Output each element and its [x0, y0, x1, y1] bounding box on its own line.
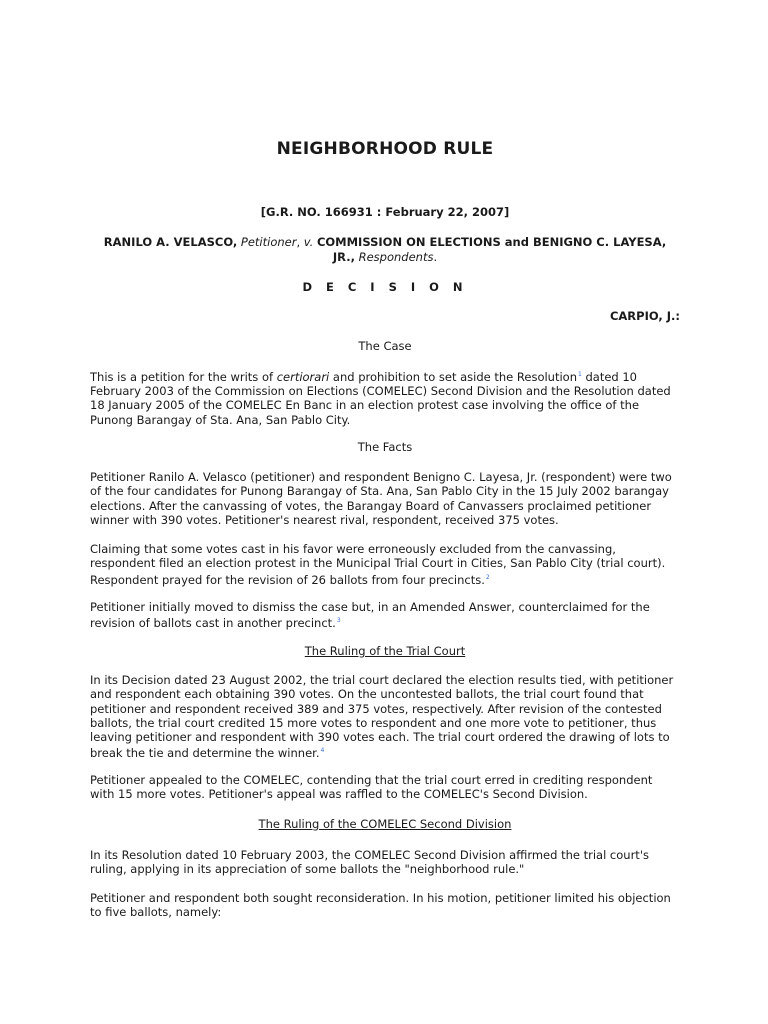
paragraph-8: Petitioner and respondent both sought reconsideration. In his motion, petitioner limited his objection to five ballots, namely:: [90, 891, 671, 920]
paragraph-7: In its Resolution dated 10 February 2003, the COMELEC Second Division affirmed the trial court's ruling, applying in its appreciation of some ballots the "neighborhood rule.": [90, 848, 649, 877]
ponente: CARPIO, J.:: [609, 309, 680, 323]
versus: v.: [303, 235, 314, 249]
section-heading-the-case: The Case: [358, 339, 412, 353]
section-heading-trial-court: The Ruling of the Trial Court: [304, 644, 466, 658]
paragraph-4: Petitioner initially moved to dismiss the case but, in an Amended Answer, counterclaimed for the revision of ballots cast in another precinct.$^3$: [90, 600, 650, 631]
footnote-link-2[interactable]: 2: [485, 573, 490, 581]
respondents-role: Respondents: [358, 250, 434, 264]
petitioner-role: Petitioner: [240, 235, 297, 249]
document-title: NEIGHBORHOOD RULE: [276, 139, 494, 159]
petitioner-name: RANILO A. VELASCO,: [103, 235, 238, 249]
paragraph-1: This is a petition for the writs of certiorari and prohibition to set aside the Resolution$^1$ dated 10 February 2003 of the Commission on Elections (COMELEC) Second Division and the Resolution dated 18 January 2005 of the COMELEC En Banc in an election protest case involving the office of the Punong Barangay of Sta. Ana, San Pablo City.: [90, 369, 671, 427]
paragraph-2: Petitioner Ranilo A. Velasco (petitioner) and respondent Benigno C. Layesa, Jr. (respondent) were two of the four candidates for Punong Barangay of Sta. Ana, San Pablo City in the 15 July 2002 barangay elections. After the canvassing of votes, the Barangay Board of Canvassers proclaimed petitioner winner with 390 votes. Petitioner's nearest rival, respondent, received 375 votes.: [90, 470, 672, 527]
footnote-link-4[interactable]: 4: [320, 747, 325, 755]
footnote-link-3[interactable]: 3: [336, 617, 341, 625]
paragraph-6: Petitioner appealed to the COMELEC, contending that the trial court erred in crediting respondent with 15 more votes. Petitioner's appeal was raffled to the COMELEC's Second Division.: [90, 773, 653, 802]
case-parties: RANILO A. VELASCO, Petitioner, v. COMMISSION ON ELECTIONS and BENIGNO C. LAYESA, JR., Respondents.: [103, 235, 667, 264]
paragraph-3: Claiming that some votes cast in his favor were erroneously excluded from the canvassing, respondent filed an election protest in the Municipal Trial Court in Cities, San Pablo City (trial court). Respondent prayed for the revision of 26 ballots from four precincts.$^2$: [90, 542, 666, 587]
decision-label: D E C I S I O N: [302, 280, 468, 294]
section-heading-the-facts: The Facts: [357, 440, 413, 454]
respondents-line1: COMMISSION ON ELECTIONS and BENIGNO C. LAYESA,: [316, 235, 667, 249]
paragraph-5: In its Decision dated 23 August 2002, the trial court declared the election results tied, with petitioner and respondent each obtaining 390 votes. On the uncontested ballots, the trial court found that petitioner and respondent received 389 and 375 votes, respectively. After revision of the contested ballots, the trial court credited 15 more votes to respondent and one more vote to petitioner, thus leaving petitioner and respondent with 390 votes each. The trial court ordered the drawing of lots to break the tie and determine the winner.$^4$: [90, 673, 674, 761]
respondents-line2: JR.,: [332, 250, 355, 264]
case-number: [G.R. NO. 166931 : February 22, 2007]: [260, 205, 510, 219]
footnote-link-1[interactable]: 1: [578, 371, 582, 378]
section-heading-comelec-second-division: The Ruling of the COMELEC Second Division: [258, 817, 512, 831]
